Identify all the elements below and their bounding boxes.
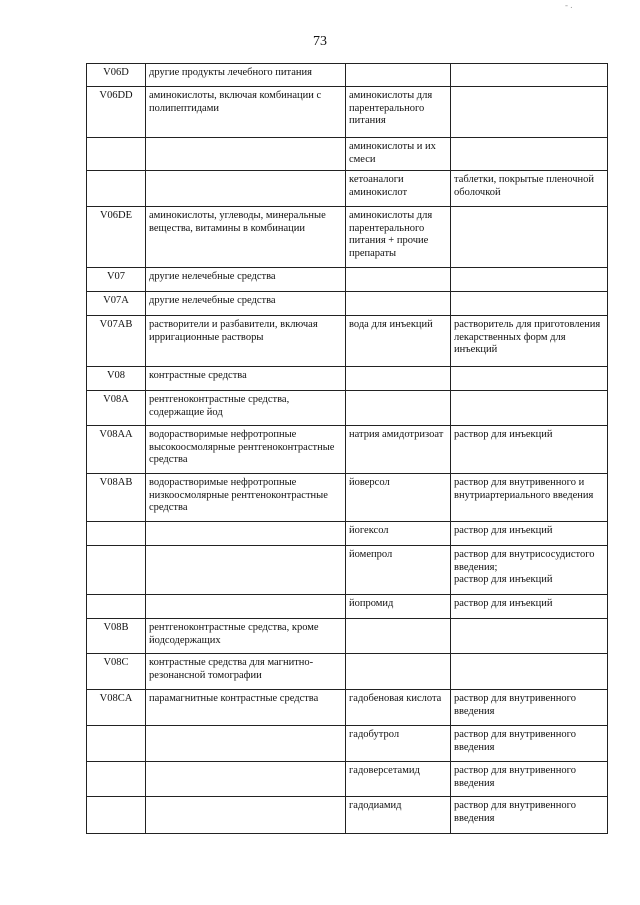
dosage-form [451, 207, 608, 268]
drug-name: гадобеновая кислота [346, 690, 451, 726]
atc-code: V08CA [87, 690, 146, 726]
dosage-form [451, 391, 608, 426]
atc-group-name: парамагнитные контрастные средства [146, 690, 346, 726]
drug-name [346, 391, 451, 426]
drug-name: йогексол [346, 522, 451, 546]
atc-group-name [146, 797, 346, 834]
drug-name: натрия амидотризоат [346, 426, 451, 474]
table-row [87, 726, 608, 762]
table-row [87, 546, 608, 595]
table-row [87, 207, 608, 268]
table-row [87, 292, 608, 316]
drug-name: йомепрол [346, 546, 451, 595]
atc-code [87, 522, 146, 546]
atc-group-name: водорастворимые нефротропные низкоосмолярные рентгеноконтрастные средства [146, 474, 346, 522]
atc-code: V08AA [87, 426, 146, 474]
dosage-form: раствор для внутрисосудистого введения; раствор для инъекций [451, 546, 608, 595]
drug-name: аминокислоты и их смеси [346, 138, 451, 171]
drug-name [346, 367, 451, 391]
atc-code [87, 726, 146, 762]
table-row [87, 797, 608, 834]
dosage-form [451, 87, 608, 138]
drug-name [346, 619, 451, 654]
atc-code: V08C [87, 654, 146, 690]
atc-group-name [146, 171, 346, 207]
atc-code [87, 595, 146, 619]
page-number: 73 [313, 34, 327, 49]
drug-name: гадобутрол [346, 726, 451, 762]
atc-group-name [146, 546, 346, 595]
atc-code: V06D [87, 64, 146, 87]
atc-code: V08AB [87, 474, 146, 522]
atc-code: V07 [87, 268, 146, 292]
atc-group-name [146, 138, 346, 171]
table-row [87, 690, 608, 726]
drug-name [346, 64, 451, 87]
atc-code: V06DE [87, 207, 146, 268]
table-row [87, 171, 608, 207]
atc-code [87, 546, 146, 595]
table-row [87, 762, 608, 797]
atc-group-name: аминокислоты, включая комбинации с полипептидами [146, 87, 346, 138]
drug-name: аминокислоты для парентерального питания [346, 87, 451, 138]
dosage-form: раствор для инъекций [451, 595, 608, 619]
drug-name: йоверсол [346, 474, 451, 522]
drug-name: йопромид [346, 595, 451, 619]
drug-name: вода для инъекций [346, 316, 451, 367]
atc-code: V06DD [87, 87, 146, 138]
dosage-form [451, 367, 608, 391]
table-row [87, 316, 608, 367]
atc-group-name: другие продукты лечебного питания [146, 64, 346, 87]
drug-name: кетоаналоги аминокислот [346, 171, 451, 207]
dosage-form [451, 292, 608, 316]
atc-code: V08 [87, 367, 146, 391]
drug-name: гадоверсетамид [346, 762, 451, 797]
dosage-form: раствор для инъекций [451, 522, 608, 546]
atc-group-name: контрастные средства [146, 367, 346, 391]
atc-group-name [146, 522, 346, 546]
atc-group-name: другие нелечебные средства [146, 292, 346, 316]
drug-name [346, 654, 451, 690]
table-row [87, 595, 608, 619]
dosage-form [451, 619, 608, 654]
atc-code [87, 171, 146, 207]
atc-code [87, 138, 146, 171]
dosage-form [451, 654, 608, 690]
table-row [87, 367, 608, 391]
atc-code: V08A [87, 391, 146, 426]
table-row [87, 268, 608, 292]
table-row [87, 426, 608, 474]
atc-code: V08B [87, 619, 146, 654]
atc-group-name: водорастворимые нефротропные высокоосмолярные рентгеноконтрастные средства [146, 426, 346, 474]
atc-code [87, 797, 146, 834]
table-row [87, 654, 608, 690]
atc-group-name: растворители и разбавители, включая ирригационные растворы [146, 316, 346, 367]
dosage-form: таблетки, покрытые пленочной оболочкой [451, 171, 608, 207]
dosage-form [451, 268, 608, 292]
atc-group-name [146, 726, 346, 762]
dosage-form: раствор для инъекций [451, 426, 608, 474]
dosage-form [451, 138, 608, 171]
table-row [87, 138, 608, 171]
drug-name: аминокислоты для парентерального питания + прочие препараты [346, 207, 451, 268]
dosage-form [451, 64, 608, 87]
atc-code: V07AB [87, 316, 146, 367]
table-row [87, 474, 608, 522]
atc-group-name: другие нелечебные средства [146, 268, 346, 292]
dosage-form: раствор для внутривенного введения [451, 762, 608, 797]
drug-classification-table [86, 63, 608, 834]
table-row [87, 522, 608, 546]
atc-group-name: рентгеноконтрастные средства, содержащие йод [146, 391, 346, 426]
dosage-form: раствор для внутривенного введения [451, 690, 608, 726]
dosage-form: раствор для внутривенного введения [451, 797, 608, 834]
table-row [87, 64, 608, 87]
dosage-form: растворитель для приготовления лекарственных форм для инъекций [451, 316, 608, 367]
table-row [87, 619, 608, 654]
atc-group-name: аминокислоты, углеводы, минеральные вещества, витамины в комбинации [146, 207, 346, 268]
atc-code: V07A [87, 292, 146, 316]
atc-group-name [146, 595, 346, 619]
table-row [87, 391, 608, 426]
atc-group-name [146, 762, 346, 797]
atc-code [87, 762, 146, 797]
atc-group-name: рентгеноконтрастные средства, кроме йодсодержащих [146, 619, 346, 654]
drug-name [346, 292, 451, 316]
drug-name: гадодиамид [346, 797, 451, 834]
drug-name [346, 268, 451, 292]
atc-group-name: контрастные средства для магнитно-резонансной томографии [146, 654, 346, 690]
dosage-form: раствор для внутривенного и внутриартериального введения [451, 474, 608, 522]
table-row [87, 87, 608, 138]
corner-mark: - . [565, 0, 573, 10]
dosage-form: раствор для внутривенного введения [451, 726, 608, 762]
